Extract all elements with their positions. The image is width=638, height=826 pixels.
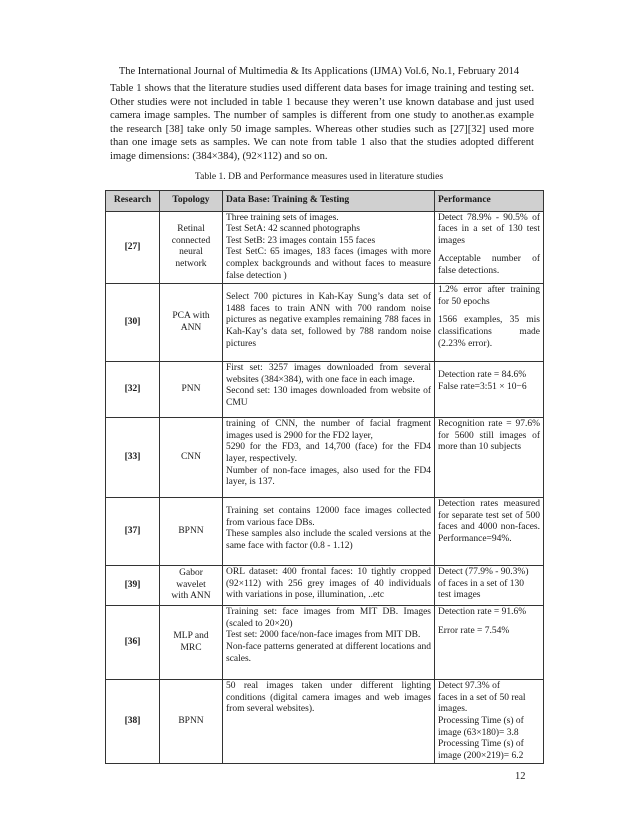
cell-performance-line: Detection rate = 91.6% [438,607,527,618]
cell-topology-line: Retinal [177,224,205,235]
table-row [106,680,544,764]
table-row [106,362,544,418]
cell-research-ref: [32] [106,362,160,418]
cell-database [223,566,435,606]
table-header-row [106,191,544,212]
cell-performance-line: of faces in a set of 130 [438,578,524,589]
cell-topology-line: connected [171,235,211,246]
cell-topology-line: network [175,258,207,269]
literature-table [105,190,544,764]
cell-topology-line: with ANN [171,591,211,602]
cell-performance-line [438,363,540,370]
cell-performance-line: Detection rates measured for separate test set of 500 faces and 4000 non-faces. Performance=94%. [438,499,540,544]
cell-database [223,362,435,418]
cell-database-line: 50 real images taken under different lighting conditions (digital camera images and web images from several websites). [226,681,431,715]
header-topology: Topology [160,191,223,212]
cell-performance [435,498,544,566]
cell-performance-line: 1566 examples, 35 mis classifications made (2.23% error). [438,315,540,349]
cell-performance [435,284,544,362]
body-paragraph: Table 1 shows that the literature studies used different data bases for image training and testing set. Other studies were not included in table 1 because they weren’t use known database and just used camera image samples. The number of samples is different from one study to another.as example the research [38] take only 50 image samples. Whereas other studies such as [27][32] used more than one image sets as samples. We can note from table 1 also that the studies adopted different image dimensions: (384×384), (92×112) and so on. [110,83,534,162]
cell-performance-line: Processing Time (s) of [438,715,524,726]
cell-performance-line: test images [438,590,481,601]
cell-topology [160,362,223,418]
cell-database-line: Second set: 130 images downloaded from website of CMU [226,386,431,408]
cell-database-line: Training set: face images from MIT DB. Images (scaled to 20×20) [226,607,431,629]
running-header: The International Journal of Multimedia & Its Applications (IJMA) Vol.6, No.1, February 2014 [118,66,520,77]
cell-database [223,284,435,362]
cell-performance [435,362,544,418]
cell-database-line: First set: 3257 images downloaded from several websites (384×384), with one face in each image. [226,363,431,385]
cell-performance-line: 1.2% error after training for 50 epochs [438,285,540,307]
cell-database-line: Three training sets of images. [226,212,339,223]
cell-database-line: Test set: 2000 face/non-face images from MIT DB. [226,630,421,641]
cell-database [223,680,435,764]
cell-topology [160,680,223,764]
cell-performance [435,606,544,680]
table-row [106,498,544,566]
cell-database [223,498,435,566]
cell-research-ref: [33] [106,418,160,498]
cell-performance [435,211,544,284]
header-research: Research [106,191,160,212]
cell-topology [160,418,223,498]
cell-performance-line: Acceptable number of false detections. [438,254,540,276]
cell-performance-line: Processing Time (s) of [438,739,524,750]
cell-database-line: These samples also include the scaled versions at the same face with factor (0.8 - 1.12) [226,529,431,551]
table-row [106,418,544,498]
cell-performance-line: Recognition rate = 97.6% for 5600 still images of more than 10 subjects [438,419,540,453]
table-caption: Table 1. DB and Performance measures used in literature studies [194,171,444,182]
cell-research-ref: [27] [106,211,160,284]
cell-research-ref: [36] [106,606,160,680]
cell-topology-line: ANN [180,322,202,333]
cell-performance-line: False rate=3:51 × 10−6 [438,381,527,392]
cell-research-ref: [30] [106,284,160,362]
cell-performance-line: image (63×180)= 3.8 [438,727,519,738]
cell-performance-line: Detect 78.9% - 90.5% of faces in a set of 130 test images [438,212,540,246]
cell-database-line: 5290 for the FD3, and 14,700 (face) for the FD4 layer, respectively. [226,442,431,464]
table-row [106,606,544,680]
cell-topology-line: BPNN [178,525,204,536]
cell-topology [160,284,223,362]
cell-database-line: Test SetC: 65 images, 183 faces (images with more complex backgrounds and without faces to measure false detection ) [226,247,431,281]
cell-performance-line: Detect (77.9% - 90.3%) [438,567,529,578]
cell-topology [160,211,223,284]
cell-topology-line: wavelet [176,579,206,590]
cell-performance-line: images. [438,704,468,715]
cell-performance-line: faces in a set of 50 real [438,692,526,703]
cell-topology-line: neural [179,247,203,258]
cell-performance-line: Detection rate = 84.6% [438,370,527,381]
cell-research-ref: [38] [106,680,160,764]
cell-database [223,606,435,680]
cell-topology-line: PCA with [172,311,210,322]
cell-database-line: Number of non-face images, also used for the FD4 layer, is 137. [226,465,431,488]
cell-performance [435,418,544,498]
page-number: 12 [515,771,526,782]
cell-topology-line: CNN [180,451,202,462]
table-row [106,211,544,284]
cell-topology-line: PNN [181,383,201,394]
cell-topology [160,498,223,566]
cell-performance-line [438,308,540,315]
cell-database-line: training of CNN, the number of facial fragment images used is 2900 for the FD2 layer, [226,419,431,441]
header-database: Data Base: Training & Testing [223,191,435,212]
cell-performance [435,680,544,764]
cell-performance-line: Detect 97.3% of [438,681,500,692]
cell-topology [160,606,223,680]
cell-research-ref: [39] [106,566,160,606]
cell-database [223,211,435,284]
header-performance: Performance [435,191,544,212]
cell-database-line: ORL dataset: 400 frontal faces: 10 tightly cropped (92×112) with 256 grey images of 40 individuals with variations in pose, illumination, ..etc [226,567,431,601]
cell-research-ref: [37] [106,498,160,566]
cell-performance-line: image (200×219)= 6.2 [438,750,524,761]
table-row [106,284,544,362]
cell-database-line: Training set contains 12000 face images collected from various face DBs. [226,506,431,528]
cell-topology-line: MLP and [173,631,209,642]
cell-topology-line: BPNN [178,715,204,726]
cell-topology-line: Gabor [179,568,203,579]
table-row [106,566,544,606]
cell-database-line: Non-face patterns generated at different locations and scales. [226,641,431,664]
cell-performance-line: Error rate = 7.54% [438,625,510,636]
cell-database-line: Test SetB: 23 images contain 155 faces [226,235,376,246]
cell-database-line: Select 700 pictures in Kah-Kay Sung’s data set of 1488 faces to train ANN with 700 random noise pictures as negative examples remaining 788 faces in Kah-Kay’s data set, followed by 788 random noise pictures [226,292,431,349]
cell-database-line: Test SetA: 42 scanned photographs [226,224,360,235]
cell-topology-line: MRC [180,642,202,653]
cell-performance-line [438,619,540,626]
cell-topology [160,566,223,606]
cell-performance [435,566,544,606]
cell-database [223,418,435,498]
